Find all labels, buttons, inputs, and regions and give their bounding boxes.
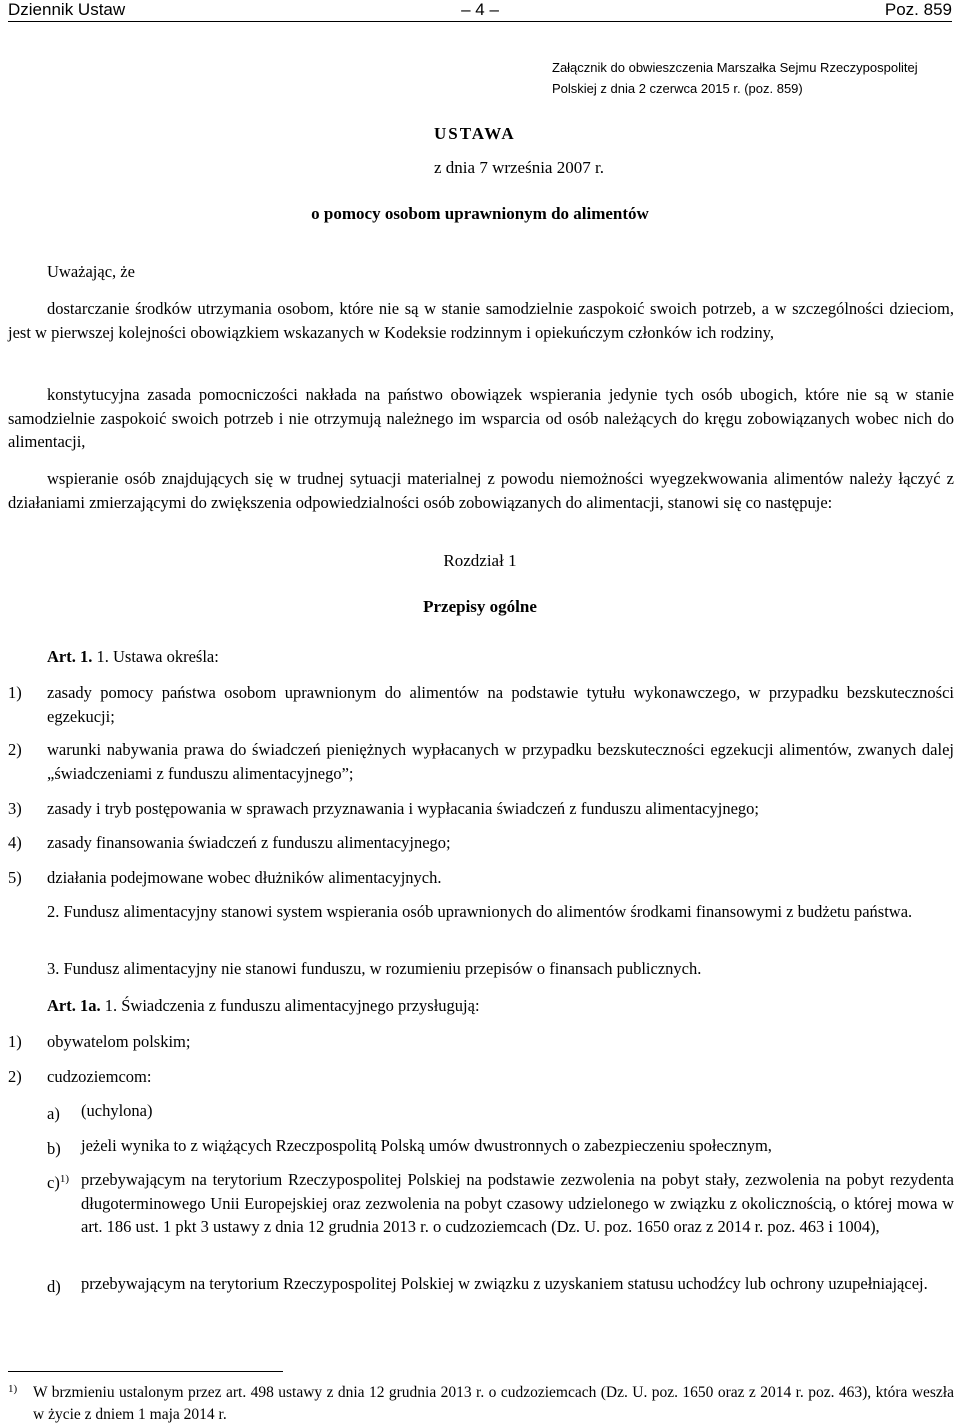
list-item [8,866,954,890]
footnote-separator [8,1371,283,1372]
journal-name: Dziennik Ustaw [8,0,126,19]
item-number: 2) [8,740,22,759]
article-intro-text: 1. Ustawa określa: [92,647,219,666]
item-text: działania podejmowane wobec dłużników alimentacyjnych. [47,868,442,887]
sub-item [47,1134,954,1158]
sub-item [47,1099,954,1123]
sub-item-letter: a) [47,1104,60,1123]
list-item [8,681,954,728]
act-date: z dnia 7 września 2007 r. [434,158,604,177]
article-label: Art. 1. [47,647,93,666]
act-subject: o pomocy osobom uprawnionym do alimentów [311,204,649,223]
item-text: cudzoziemcom: [47,1067,152,1086]
page-header [8,0,952,22]
item-number: 3) [8,799,22,818]
footnote-reference: 1) [59,1173,69,1185]
list-item [8,738,954,785]
item-number: 1) [8,1032,22,1051]
sub-item-text: przebywającym na terytorium Rzeczypospolitej Polskiej w związku z uzyskaniem statusu uchodźcy lub ochrony uzupełniającej. [81,1274,928,1293]
preamble-paragraph: dostarczanie środków utrzymania osobom, które nie są w stanie samodzielnie zaspokoić swoich potrzeb, a w szczególności dzieciom, jest w pierwszej kolejności obowiązkiem wskazanych w Kodeksie rodzinnym i opiekuńczym członków ich rodziny, [8,299,954,342]
item-number: 1) [8,683,22,702]
item-number: 5) [8,868,22,887]
sub-item-letter: d) [47,1277,61,1296]
item-number: 4) [8,833,22,852]
item-number: 2) [8,1067,22,1086]
sub-item-text: (uchylona) [81,1101,153,1120]
position-number: Poz. 859 [884,0,952,19]
chapter-heading: Przepisy ogólne [423,597,537,616]
page-number: – 4 – [461,0,499,19]
sub-item [47,1272,954,1296]
list-item [8,1065,954,1089]
annex-note: Załącznik do obwieszczenia Marszałka Sejmu Rzeczypospolitej Polskiej z dnia 2 czerwca 2015 r. (poz. 859) [552,60,918,96]
sub-item-text: jeżeli wynika to z wiążących Rzeczpospolitą Polską umów dwustronnych o zabezpieczeniu społecznym, [81,1136,772,1155]
sub-item-letter: c)$^{1)}$ [47,1173,69,1192]
item-text: warunki nabywania prawa do świadczeń pieniężnych wypłacanych w przypadku bezskuteczności egzekucji alimentów, zwanych dalej „świadczeniami z funduszu alimentacyjnego”; [47,740,954,783]
preamble-paragraph: wspieranie osób znajdujących się w trudnej sytuacji materialnej z powodu niemożności wyegzekwowania alimentów należy łączyć z działaniami zmierzającymi do zwiększenia odpowiedzialności osób zobowiązanych do alimentacji, stanowi się co następuje: [8,469,954,512]
item-text: zasady finansowania świadczeń z funduszu alimentacyjnego; [47,833,451,852]
chapter-label: Rozdział 1 [443,551,517,570]
footnote [8,1382,954,1425]
footnote-text: W brzmieniu ustalonym przez art. 498 ustawy z dnia 12 grudnia 2013 r. o cudzoziemcach (Dz. U. poz. 1650 oraz z 2014 r. poz. 463), która weszła w życie z dniem 1 maja 2014 r. [33,1384,954,1423]
list-item [8,1030,954,1054]
item-text: obywatelom polskim; [47,1032,191,1051]
article-label: Art. 1a. [47,996,101,1015]
art1-intro [47,647,219,667]
act-title: USTAWA [434,124,516,143]
art1a-intro [47,996,480,1016]
sub-item-text: przebywającym na terytorium Rzeczypospolitej Polskiej na podstawie zezwolenia na pobyt stały, zezwolenia na pobyt rezydenta długoterminowego Unii Europejskiej oraz zezwolenia na pobyt czasowy udzielonego w związku z okolicznością, o której mowa w art. 186 ust. 1 pkt 3 ustawy z dnia 12 grudnia 2013 r. o cudzoziemcach (Dz. U. poz. 1650 oraz z 2014 r. poz. 463 i 1004), [81,1170,954,1236]
item-text: zasady pomocy państwa osobom uprawnionym do alimentów na podstawie tytułu wykonawczego, w przypadku bezskuteczności egzekucji; [47,683,954,726]
item-text: zasady i tryb postępowania w sprawach przyznawania i wypłacania świadczeń z funduszu alimentacyjnego; [47,799,759,818]
article-paragraph: 3. Fundusz alimentacyjny nie stanowi funduszu, w rozumieniu przepisów o finansach publicznych. [47,959,702,978]
footnote-mark: 1) [8,1383,18,1395]
article-paragraph: 2. Fundusz alimentacyjny stanowi system wspierania osób uprawnionych do alimentów środkami finansowymi z budżetu państwa. [47,902,913,921]
sub-item-letter: b) [47,1139,61,1158]
article-intro-text: 1. Świadczenia z funduszu alimentacyjnego przysługują: [100,996,480,1015]
preamble-intro: Uważając, że [47,262,135,281]
list-item [8,831,954,855]
sub-item [47,1168,954,1239]
preamble-paragraph: konstytucyjna zasada pomocniczości nakłada na państwo obowiązek wspierania jedynie tych osób ubogich, które nie są w stanie samodzielnie zaspokoić swoich potrzeb i nie otrzymują należnego im wsparcia od osób należących do kręgu zobowiązanych wobec nich do alimentacji, [8,385,954,451]
list-item [8,797,954,821]
